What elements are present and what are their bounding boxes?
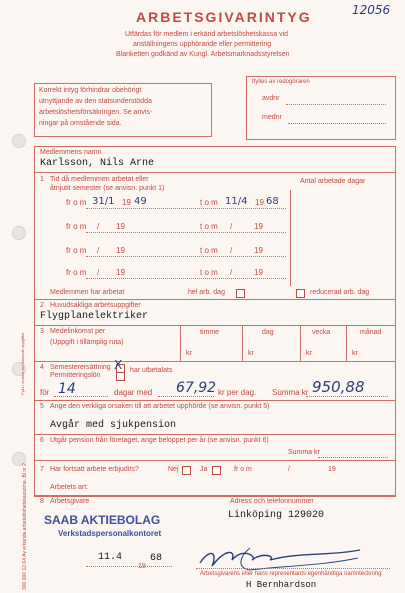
margin-print-code: 300.000 12.64 Av erkända arbetslöshetskassorna. Bl nr 2 (22, 463, 28, 590)
row-1-to-label: t o m (200, 198, 218, 207)
section-3-number: 3 (40, 328, 44, 335)
sum-label: Summa kr (272, 388, 309, 397)
worked-days-label: Antal arbetade dagar (300, 178, 366, 185)
row-1-from-19: 19 (122, 198, 131, 207)
days-value[interactable]: 14 (58, 381, 76, 397)
offer-from-label: fr o m (234, 466, 252, 473)
work-type-label: Arbetets art: (50, 484, 89, 491)
full-day-label: hel arb. dag (188, 289, 225, 296)
member-name-label: Medlemmens namn (40, 149, 102, 156)
income-week-unit[interactable]: kr (306, 350, 312, 357)
section-6-label: Utgår pension från företaget, ange beloppet per år (se anvisn. punkt 6) (50, 437, 269, 444)
row-3-to-label: t o m (200, 246, 218, 255)
row-4-from-label: fr o m (66, 268, 87, 277)
row-3-from-label: fr o m (66, 246, 87, 255)
signature-caption: Arbetsgivarens eller hans representants egenhändiga namnteckning (200, 571, 382, 577)
margin-side-note: Fylls i endast vid lämnade uppgifter (20, 332, 25, 395)
section-4-number: 4 (40, 364, 44, 371)
income-hour-unit[interactable]: kr (186, 350, 192, 357)
signer-name: H Bernhardson (246, 580, 317, 590)
section-1-label-2: åtnjutit semester (se anvisn. punkt 1) (50, 185, 165, 192)
termination-reason-value[interactable]: Avgår med sjukpension (50, 420, 177, 431)
row-2-to-19: 19 (254, 222, 263, 231)
stamp-company: SAAB AKTIEBOLAG (44, 513, 161, 527)
member-name-value[interactable]: Karlsson, Nils Arne (40, 158, 155, 169)
row-1-from-label: fr o m (66, 198, 87, 207)
row-2-to-label: t o m (200, 222, 218, 231)
rate-label: kr per dag. (218, 388, 257, 397)
row-1-to-year[interactable]: 68 (266, 196, 279, 207)
section-2-number: 2 (40, 302, 44, 309)
row-4-to-label: t o m (200, 268, 218, 277)
avdnr-label[interactable]: avdnr (262, 95, 280, 102)
date-19: 19 (138, 563, 146, 570)
row-3-slash: / (97, 246, 100, 255)
reduced-day-label: reducerad arb. dag (310, 289, 370, 296)
row-2-slash: / (97, 222, 100, 231)
row-2-slash-2: / (230, 222, 233, 231)
income-day-unit[interactable]: kr (248, 350, 254, 357)
mednr-label[interactable]: mednr (262, 114, 282, 121)
row-3-slash-2: / (230, 246, 233, 255)
paid-label: har utbetalats (130, 367, 173, 374)
for-label: för (40, 388, 50, 397)
warning-line-1: Korrekt intyg förhindrar obehörigt (39, 87, 142, 94)
row-1-to-date[interactable]: 11/4 (225, 196, 248, 207)
section-3-label-2: (Uppgift i tillämplig ruta) (50, 339, 124, 346)
address-value[interactable]: Linköping 129020 (228, 510, 325, 521)
row-1-to-19: 19 (255, 198, 264, 207)
signature-line (196, 568, 390, 569)
row-3-to-19: 19 (254, 246, 263, 255)
section-1-number: 1 (40, 176, 44, 183)
sum-value[interactable]: 950,88 (312, 378, 365, 396)
section-5-label: Ange den verkliga orsaken till att arbetet upphörde (se anvisn. punkt 5) (50, 403, 270, 410)
date-day[interactable]: 11.4 (98, 552, 123, 563)
row-3-from-19: 19 (116, 246, 125, 255)
form-title: ARBETSGIVARINTYG (136, 9, 312, 25)
section-6-number: 6 (40, 437, 44, 444)
section-4-label-2: Permitteringslön (50, 372, 101, 379)
row-2-from-label: fr o m (66, 222, 87, 231)
work-tasks-value[interactable]: Flygplanelektriker (40, 311, 149, 322)
row-2-from-19: 19 (116, 222, 125, 231)
pension-sum-label: Summa kr (288, 449, 320, 456)
income-month-unit[interactable]: kr (352, 350, 358, 357)
warning-line-4: ningar på omstående sida. (39, 120, 122, 127)
row-1-from-year[interactable]: 49 (134, 196, 147, 207)
section-5-number: 5 (40, 403, 44, 410)
corner-handwritten-number: 12056 (352, 3, 391, 17)
subtitle-line-2: anställningens upphörande eller permittering (133, 41, 272, 48)
row-4-to-19: 19 (254, 268, 263, 277)
warning-line-2: utnyttjande av den statsunderstödda (39, 98, 152, 105)
income-day-label: dag (262, 329, 274, 336)
address-label: Adress och telefonnummer (230, 498, 314, 505)
days-label: dagar med (114, 388, 153, 397)
subtitle-line-3: Blanketten godkänd av Kungl. Arbetsmarknadsstyrelsen (116, 51, 290, 58)
section-2-label: Huvudsakliga arbetsuppgifter (50, 302, 141, 309)
income-week-label: vecka (312, 329, 331, 336)
vacation-check-mark: X (114, 358, 123, 372)
section-1-label-1: Tid då medlemmen arbetat eller (50, 176, 149, 183)
row-4-slash-2: / (230, 268, 233, 277)
offer-19: 19 (328, 466, 336, 473)
offer-slash: / (288, 466, 290, 473)
rate-value[interactable]: 67,92 (176, 380, 217, 396)
section-7-label: Har fortsatt arbete erbjudits? (50, 466, 139, 473)
income-month-label: månad (360, 329, 382, 336)
stamp-department: Verkstadspersonalkontoret (58, 529, 162, 538)
section-8-number: 8 (40, 498, 44, 505)
income-hour-label: timme (200, 329, 220, 336)
worked-label: Medlemmen har arbetat (50, 289, 125, 296)
warning-line-3: arbetslöshetsförsäkringen. Se anvis- (39, 109, 153, 116)
section-8-label: Arbetsgivare (50, 498, 90, 505)
section-4-label-1: Semesterersättning (50, 364, 111, 371)
office-box-title: Ifylles av redogöraren (252, 79, 310, 85)
date-year[interactable]: 68 (150, 553, 163, 564)
section-7-number: 7 (40, 466, 44, 473)
row-1-from-date[interactable]: 31/1 (92, 196, 115, 207)
no-label: Nej (168, 466, 179, 473)
yes-label: Ja (200, 466, 208, 473)
section-3-label-1: Medelinkomst per (50, 328, 106, 335)
subtitle-line-1: Utfärdas för medlem i erkänd arbetslöshetskassa vid (125, 31, 289, 38)
row-4-from-19: 19 (116, 268, 125, 277)
row-4-slash: / (97, 268, 100, 277)
